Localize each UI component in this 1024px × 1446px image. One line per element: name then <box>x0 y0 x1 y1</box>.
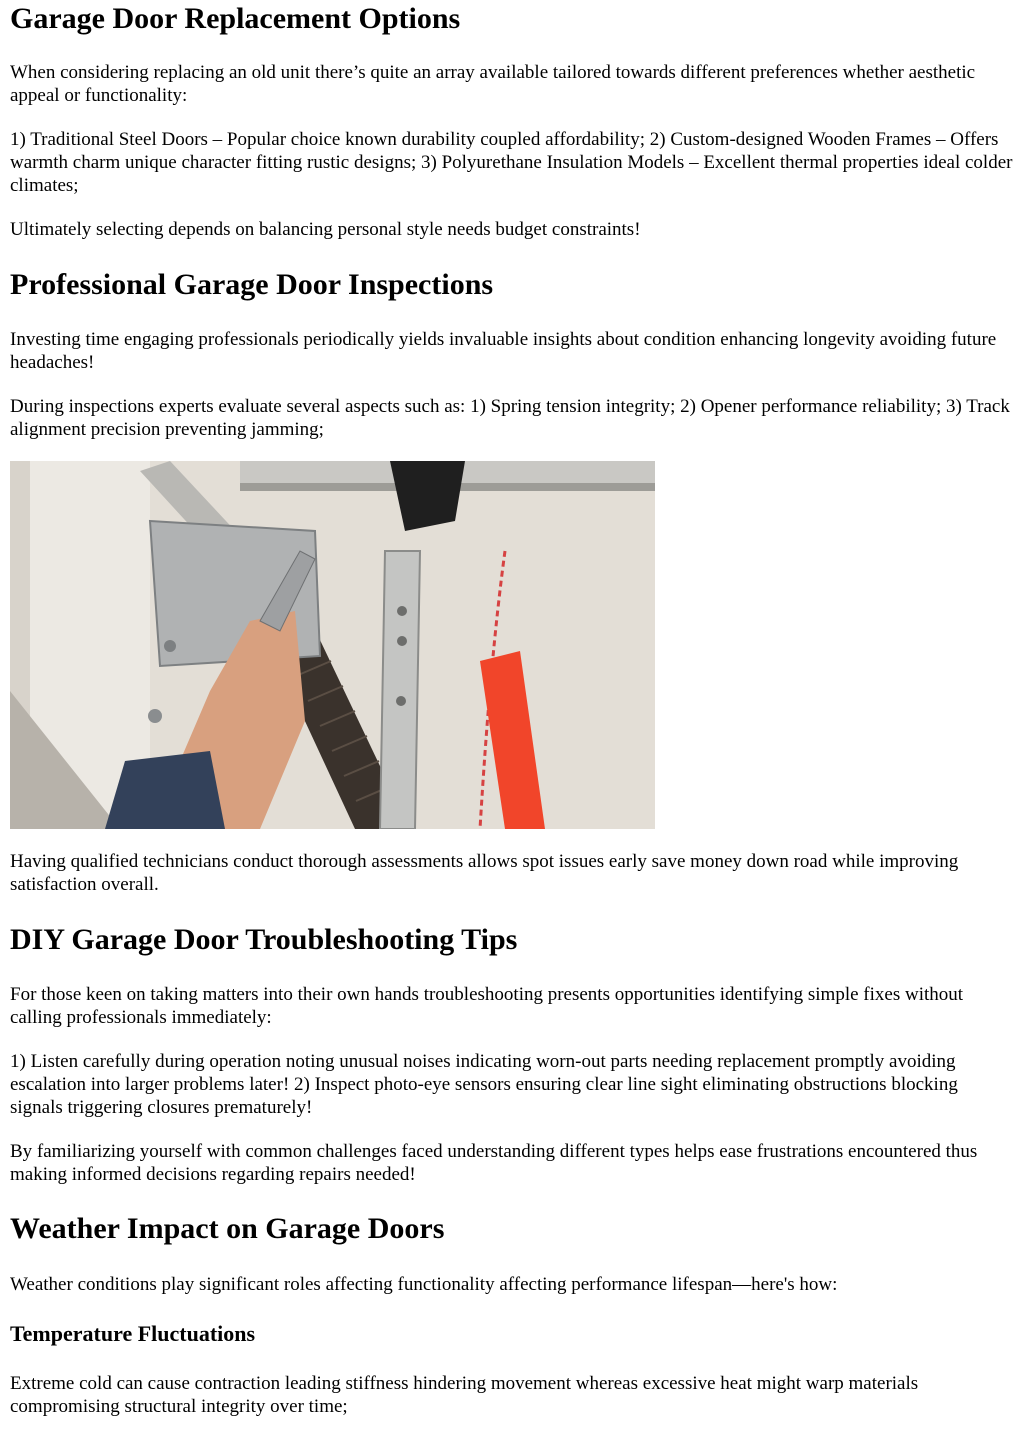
heading-diy-troubleshooting: DIY Garage Door Troubleshooting Tips <box>10 923 518 956</box>
paragraph-diy-tips: 1) Listen carefully during operation noting unusual noises indicating worn-out parts needing replacement promptly avoiding escalation into larger problems later! 2) Inspect photo-eye sensors ensuring clear line sight eliminating obstructions blocking signals triggering closures prematurely! <box>10 1051 958 1118</box>
paragraph-diy-conclusion: By familiarizing yourself with common challenges faced understanding different types helps ease frustrations encountered thus making informed decisions regarding repairs needed! <box>10 1141 978 1185</box>
paragraph-inspections-aspects: During inspections experts evaluate several aspects such as: 1) Spring tension integrity; 2) Opener performance reliability; 3) Track alignment precision preventing jamming; <box>10 396 1010 440</box>
subheading-temperature-fluctuations: Temperature Fluctuations <box>10 1321 256 1346</box>
paragraph-replacement-list: 1) Traditional Steel Doors – Popular choice known durability coupled affordability; 2) Custom-designed Wooden Frames – Offers warmth charm unique character fitting rustic designs; 3) Polyurethane Insulation Models – Excellent thermal properties ideal colder climates; <box>10 129 1013 196</box>
paragraph-weather-intro: Weather conditions play significant roles affecting functionality affecting performance lifespan—here's how: <box>10 1274 838 1295</box>
garage-spring-repair-image <box>10 461 655 829</box>
heading-weather-impact: Weather Impact on Garage Doors <box>10 1212 445 1245</box>
paragraph-inspections-conclusion: Having qualified technicians conduct thorough assessments allows spot issues early save money down road while improving satisfaction overall. <box>10 851 959 895</box>
paragraph-replacement-conclusion: Ultimately selecting depends on balancing personal style needs budget constraints! <box>10 219 641 240</box>
paragraph-diy-intro: For those keen on taking matters into their own hands troubleshooting presents opportunities identifying simple fixes without calling professionals immediately: <box>10 984 964 1028</box>
heading-professional-inspections: Professional Garage Door Inspections <box>10 268 494 301</box>
heading-replacement-options: Garage Door Replacement Options <box>10 2 461 35</box>
paragraph-replacement-intro: When considering replacing an old unit there’s quite an array available tailored towards different preferences whether aesthetic appeal or functionality: <box>10 62 976 106</box>
paragraph-temperature-effects: Extreme cold can cause contraction leading stiffness hindering movement whereas excessive heat might warp materials compromising structural integrity over time; <box>10 1373 919 1417</box>
paragraph-inspections-intro: Investing time engaging professionals periodically yields invaluable insights about condition enhancing longevity avoiding future headaches! <box>10 329 997 373</box>
